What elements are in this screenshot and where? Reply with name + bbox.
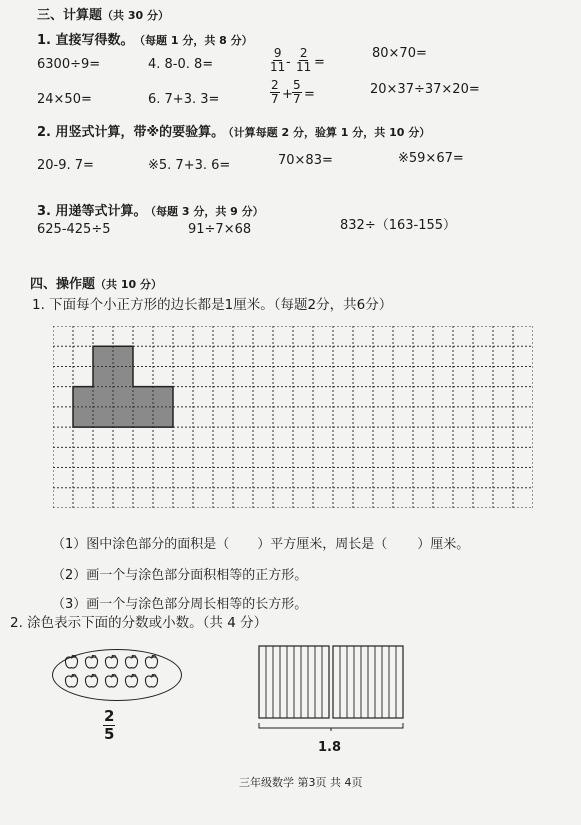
sub1-part-b: ）平方厘米，周长是（ <box>257 537 388 552</box>
sub1-part-a: （1）图中涂色部分的面积是（ <box>52 537 230 552</box>
shaded-cell <box>133 407 153 427</box>
section3-title <box>37 8 169 24</box>
section4-title <box>30 277 162 293</box>
shaded-cell <box>93 366 113 386</box>
q2-item: 70×83= <box>278 153 333 168</box>
q3-title <box>37 204 264 220</box>
shaded-cell <box>113 387 133 407</box>
shaded-cell <box>73 407 93 427</box>
denominator: 5 <box>104 725 115 743</box>
denominator: 7 <box>271 92 279 106</box>
numerator: 5 <box>293 78 301 92</box>
grid-paper <box>53 326 533 508</box>
shaded-cell <box>73 387 93 407</box>
shaded-cell <box>93 387 113 407</box>
section4-score: （共 10 分） <box>95 278 162 291</box>
apple-icon[interactable] <box>104 654 119 670</box>
q1-title <box>37 33 253 49</box>
q2-item: 20-9. 7= <box>37 158 94 173</box>
denominator: 11 <box>270 60 286 74</box>
grid-svg <box>53 326 533 508</box>
shaded-cell <box>133 387 153 407</box>
q1-item: 4. 8-0. 8= <box>148 57 214 72</box>
fraction <box>270 47 285 74</box>
shaded-cell <box>153 387 173 407</box>
q1-item: 20×37÷37×20= <box>370 82 480 97</box>
shaded-cell <box>113 366 133 386</box>
s4-sub2: （2）画一个与涂色部分面积相等的正方形。 <box>52 568 308 583</box>
apple-icon[interactable] <box>144 673 159 689</box>
q3-item: 91÷7×68 <box>188 222 252 237</box>
apple-icon[interactable] <box>64 673 79 689</box>
apple-icon[interactable] <box>64 654 79 670</box>
operator: + <box>282 87 293 102</box>
apple-icon[interactable] <box>124 654 139 670</box>
shaded-cell <box>93 346 113 366</box>
apple-group <box>64 654 172 689</box>
decimal-brace <box>259 723 403 731</box>
q3-title-text: 3. 用递等式计算。 <box>37 204 147 219</box>
s4-sub3: （3）画一个与涂色部分周长相等的长方形。 <box>52 597 308 612</box>
operator: - <box>286 55 291 70</box>
apple-icon[interactable] <box>84 654 99 670</box>
fraction <box>270 79 280 106</box>
denominator: 11 <box>296 60 312 74</box>
q3-item: 832÷（163-155） <box>340 218 457 233</box>
q2-note: （计算每题 2 分，验算 1 分，共 10 分） <box>228 126 431 139</box>
page-footer: 三年级数学 第3页 共 4页 <box>239 776 363 789</box>
denominator: 7 <box>293 92 301 106</box>
apple-icon[interactable] <box>144 654 159 670</box>
answer-fraction <box>103 708 115 743</box>
numerator: 9 <box>273 46 282 60</box>
q1-item: 6300÷9= <box>37 57 101 72</box>
section4-title-text: 四、操作题 <box>30 277 96 292</box>
shaded-cell <box>113 407 133 427</box>
apple-icon[interactable] <box>84 673 99 689</box>
numerator: 2 <box>271 78 279 92</box>
q1-item: 24×50= <box>37 92 92 107</box>
section3-score: （共 30 分） <box>102 9 169 22</box>
decimal-rects <box>258 645 418 737</box>
q2-item: ※59×67= <box>398 151 464 166</box>
s4-q1-title: 1. 下面每个小正方形的边长都是1厘米。（每题2分，共6分） <box>32 297 393 313</box>
q3-item: 625-425÷5 <box>37 222 111 237</box>
shaded-cell <box>113 346 133 366</box>
decimal-label: 1.8 <box>318 740 342 755</box>
apple-icon[interactable] <box>124 673 139 689</box>
equals: = <box>304 87 315 102</box>
section3-title-text: 三、计算题 <box>37 8 103 23</box>
q2-title <box>37 125 430 141</box>
equals: = <box>314 55 325 70</box>
q2-item: ※5. 7+3. 6= <box>148 158 231 173</box>
q1-note: （每题 1 分，共 8 分） <box>139 34 253 47</box>
q2-title-text: 2. 用竖式计算，带※的要验算。 <box>37 125 225 140</box>
numerator: 2 <box>104 707 115 725</box>
sub1-part-c: ）厘米。 <box>417 537 470 552</box>
numerator: 2 <box>299 46 308 60</box>
apple-icon[interactable] <box>104 673 119 689</box>
shaded-cell <box>153 407 173 427</box>
q3-note: （每题 3 分，共 9 分） <box>150 205 264 218</box>
fraction <box>292 79 302 106</box>
fraction <box>296 47 311 74</box>
shaded-cell <box>93 407 113 427</box>
s4-sub1 <box>52 537 469 553</box>
q1-item: 6. 7+3. 3= <box>148 92 220 107</box>
q1-item: 80×70= <box>372 46 427 61</box>
s4-q2-title: 2. 涂色表示下面的分数或小数。（共 4 分） <box>10 615 268 631</box>
q1-title-text: 1. 直接写得数。 <box>37 33 134 48</box>
decimal-rects-svg <box>258 645 418 733</box>
